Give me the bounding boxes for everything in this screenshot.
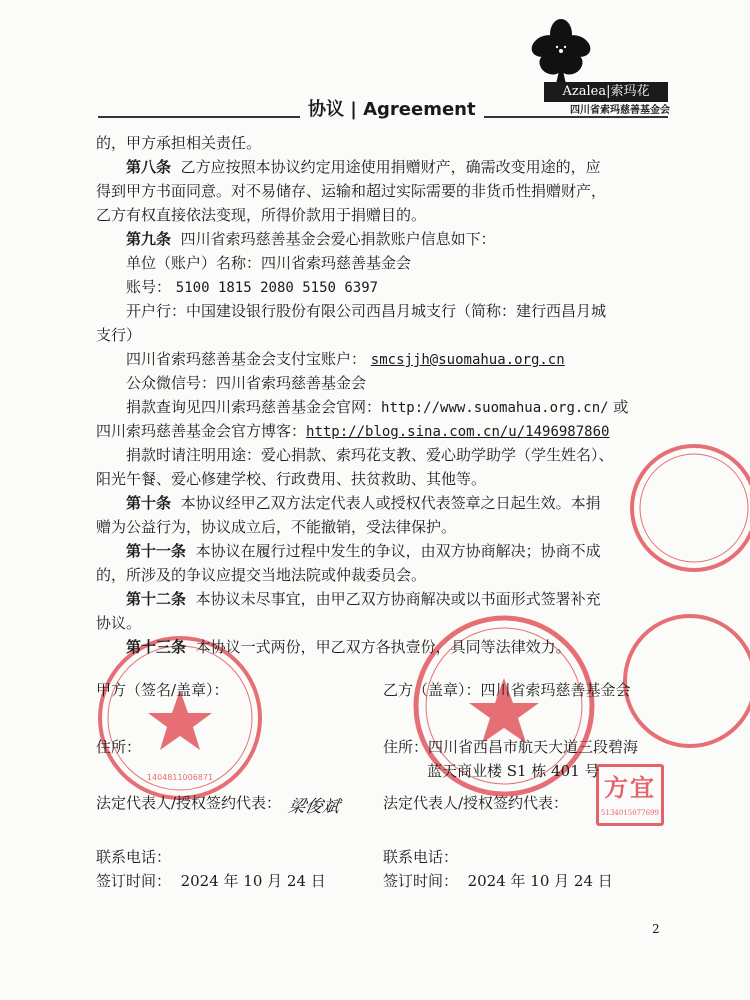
purpose-line: 捐款时请注明用途：爱心捐款、索玛花支教、爱心助学助学（学生姓名）、: [126, 446, 614, 464]
azalea-flower-icon: [526, 16, 596, 86]
article-11-heading: 第十一条: [126, 542, 187, 560]
party-b-stamp-partial-mid: [620, 606, 750, 756]
blog-label: 四川索玛慈善基金会官方博客：: [96, 422, 307, 440]
party-b-stamp-partial-right: [614, 438, 750, 578]
blog-line: [96, 419, 609, 444]
article-10: [126, 491, 601, 515]
text-line: 的，甲方承担相关责任。: [96, 134, 262, 152]
account-number-value: 5100 1815 2080 5150 6397: [175, 280, 379, 296]
party-a-handwritten-signature: 梁俊斌: [286, 797, 342, 817]
website-link[interactable]: http://www.suomahua.org.cn/: [381, 400, 609, 416]
party-b-address-label: 住所：: [383, 738, 429, 756]
page-number: 2: [652, 922, 660, 936]
party-a-stamp-number: 1404811006871: [146, 773, 214, 782]
foundation-logo: [522, 16, 670, 116]
seal-name: 方宜: [604, 773, 656, 802]
party-b-rep-label: 法定代表人/授权签约代表：: [383, 794, 569, 812]
article-12-text: 本协议未尽事宜，由甲乙双方协商解决或以书面形式签署补充: [195, 590, 601, 608]
text-line: 赠为公益行为，协议成立后，不能撤销，受法律保护。: [96, 518, 457, 536]
article-8: [126, 155, 601, 179]
wechat-line: 公众微信号：四川省索玛慈善基金会: [126, 374, 367, 392]
account-name: 单位（账户）名称：四川省索玛慈善基金会: [126, 254, 412, 272]
party-b-date-value: 2024 年 10 月 24 日: [467, 872, 613, 890]
article-10-heading: 第十条: [126, 494, 172, 512]
article-8-text: 乙方应按照本协议约定用途使用捐赠财产，确需改变用途的，应: [180, 158, 601, 176]
party-b-address-line1: 四川省西昌市航天大道三段碧海: [428, 738, 639, 756]
party-b-date-label: 签订时间：: [383, 872, 459, 890]
party-b-legal-rep-seal: [596, 764, 664, 826]
website-line: [126, 395, 628, 420]
article-12-heading: 第十二条: [126, 590, 187, 608]
party-a-company-stamp: [96, 634, 264, 802]
text-line: 支行）: [96, 326, 142, 344]
text-line: 阳光午餐、爱心修建学校、行政费用、扶贫救助、其他等。: [96, 470, 487, 488]
alipay-label: 四川省索玛慈善基金会支付宝账户：: [126, 350, 367, 368]
party-b-stamp-number: 5134015077699: [601, 809, 659, 817]
article-13: [126, 635, 571, 659]
logo-org-name: 四川省索玛慈善基金会: [570, 105, 670, 116]
text-line: 乙方有权直接依法变现，所得价款用于捐赠目的。: [96, 206, 427, 224]
account-number: [126, 275, 378, 300]
account-number-label: 账号：: [126, 278, 172, 296]
party-b-phone-label: 联系电话：: [383, 848, 459, 866]
article-11: [126, 539, 601, 563]
bank-line: 开户行：中国建设银行股份有限公司西昌月城支行（简称：建行西昌月城: [126, 302, 607, 320]
alipay-line: [126, 347, 565, 372]
article-12: [126, 587, 601, 611]
article-11-text: 本协议在履行过程中发生的争议，由双方协商解决；协商不成: [195, 542, 601, 560]
text-line: 协议。: [96, 614, 142, 632]
page-title: 协议 | Agreement: [300, 97, 484, 123]
party-b-address-line2: 蓝天商业楼 S1 栋 401 号: [427, 762, 600, 780]
party-b-address: [383, 736, 638, 758]
article-9-text: 四川省索玛慈善基金会爱心捐款账户信息如下：: [180, 230, 496, 248]
party-a-date: [96, 870, 326, 892]
party-a-phone-label: 联系电话：: [96, 848, 172, 866]
party-a-date-label: 签订时间：: [96, 872, 172, 890]
text-line: 的，所涉及的争议应提交当地法院或仲裁委员会。: [96, 566, 427, 584]
logo-brand-name: Azalea|索玛花: [544, 82, 668, 102]
article-9: [126, 227, 496, 251]
article-13-text: 本协议一式两份，甲乙双方各执壹份，具同等法律效力。: [195, 638, 571, 656]
blog-link[interactable]: http://blog.sina.com.cn/u/1496987860: [306, 424, 610, 440]
website-label: 捐款查询见四川索玛慈善基金会官网：: [126, 398, 382, 416]
alipay-account-link[interactable]: smcsjjh@suomahua.org.cn: [370, 352, 565, 368]
party-a-label: 甲方（签名/盖章）：: [96, 681, 229, 699]
party-b-label: 乙方（盖章）：四川省索玛慈善基金会: [383, 681, 631, 699]
party-b-date: [383, 870, 613, 892]
article-9-heading: 第九条: [126, 230, 172, 248]
party-a-address-label: 住所：: [96, 738, 142, 756]
article-10-text: 本协议经甲乙双方法定代表人或授权代表签章之日起生效。本捐: [180, 494, 601, 512]
text-line: 得到甲方书面同意。对不易储存、运输和超过实际需要的非货币性捐赠财产，: [96, 182, 607, 200]
article-8-heading: 第八条: [126, 158, 172, 176]
party-a-date-value: 2024 年 10 月 24 日: [180, 872, 326, 890]
party-a-rep-label: 法定代表人/授权签约代表：: [96, 794, 282, 812]
article-13-heading: 第十三条: [126, 638, 187, 656]
or-text: 或: [613, 398, 629, 416]
